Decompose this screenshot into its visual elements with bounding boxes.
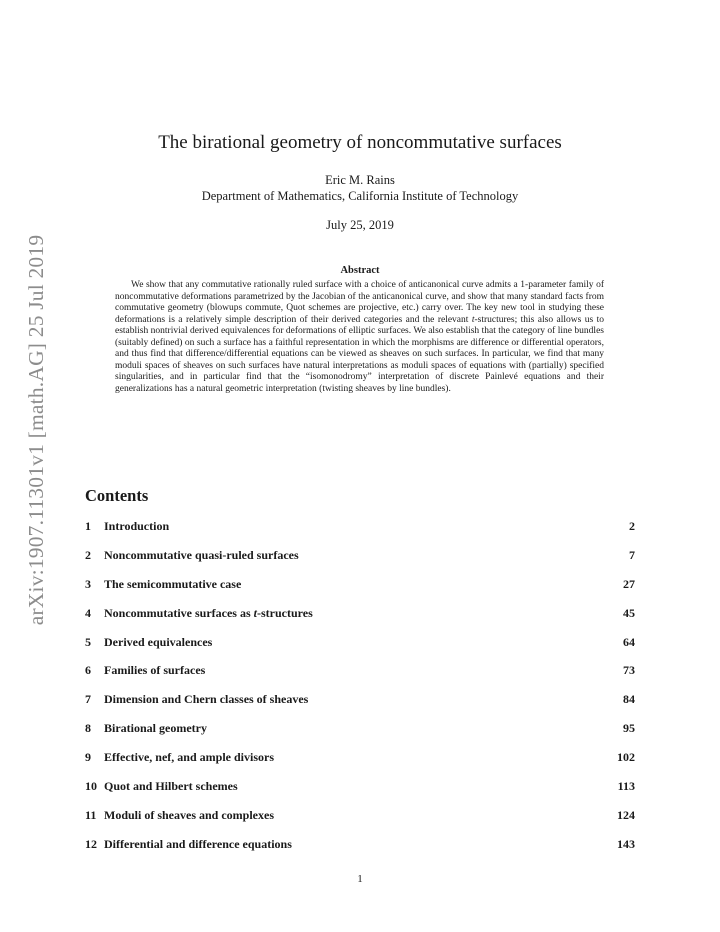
toc-entry-page: 143 [617, 836, 635, 851]
toc-entry-number: 9 [85, 750, 91, 765]
toc-entry-page: 84 [623, 692, 635, 707]
toc-entry-page: 45 [623, 605, 635, 620]
toc-entry-number: 12 [85, 836, 97, 851]
contents-heading: Contents [85, 486, 149, 505]
toc-entry-number: 4 [85, 605, 91, 620]
toc-entry-page: 95 [623, 721, 635, 736]
toc-entry-page: 73 [623, 663, 635, 678]
toc-entry-title: Derived equivalences [104, 634, 213, 649]
toc-entry-page: 2 [629, 519, 635, 533]
abstract-text: We show that any commutative rationally ruled surface with a choice of anticanonical curve admits a 1-parameter family of noncommutative deformations parametrized by the Jacobian of the anticanonical curve, and show that many standard facts from commutative geometry (blowups commute, Quot schemes are projective, etc.) carry over. The key new tool in studying these deformations is a relatively simple description of their derived categories and the relevant t-structures; this also allows us to establish nontrivial derived equivalences for deformations of elliptic surfaces. We also establish that the category of line bundles (suitably defined) on such a surface has a faithful representation in which the morphisms are difference or differential operators, and thus find that difference/differential equations can be viewed as sheaves on such surfaces. In particular, we find that many moduli spaces of sheaves on such surfaces have natural interpretations as moduli spaces of equations with (partially) specified singularities, and in particular find that the “isomonodromy” interpretation of discrete Painlevé equations and their generalizations has a natural geometric interpretation (twisting sheaves by line bundles). [115, 280, 605, 394]
paper-date: July 25, 2019 [326, 218, 394, 232]
toc-entry-title: Effective, nef, and ample divisors [104, 750, 274, 765]
toc-entry-3[interactable] [85, 575, 635, 604]
toc-entry-number: 6 [85, 663, 91, 678]
author-affiliation: Department of Mathematics, California Institute of Technology [201, 189, 519, 203]
toc-entry-page: 102 [617, 750, 635, 765]
toc-entry-number: 10 [85, 779, 97, 794]
page-number: 1 [357, 873, 363, 885]
toc-entry-7[interactable] [85, 690, 635, 719]
table-of-contents [85, 517, 635, 864]
toc-entry-2[interactable] [85, 546, 635, 575]
toc-entry-title: Differential and difference equations [104, 836, 292, 851]
toc-entry-page: 124 [617, 807, 635, 822]
toc-entry-page: 113 [617, 779, 635, 794]
toc-entry-number: 8 [85, 721, 91, 736]
toc-entry-page: 27 [623, 576, 635, 591]
toc-entry-8[interactable] [85, 719, 635, 748]
toc-entry-10[interactable] [85, 777, 635, 806]
toc-entry-number: 7 [85, 692, 91, 707]
toc-entry-number: 3 [85, 576, 91, 591]
toc-entry-page: 64 [623, 634, 635, 649]
toc-entry-5[interactable] [85, 633, 635, 662]
abstract-heading: Abstract [340, 265, 380, 276]
toc-entry-page: 7 [629, 547, 635, 562]
toc-entry-number: 11 [85, 807, 97, 822]
toc-entry-11[interactable] [85, 806, 635, 835]
arxiv-identifier-stamp: arXiv:1907.11301v1 [math.AG] 25 Jul 2019 [24, 234, 48, 626]
toc-entry-6[interactable] [85, 661, 635, 690]
toc-entry-title: Dimension and Chern classes of sheaves [104, 692, 309, 707]
toc-entry-title: The semicommutative case [104, 576, 242, 591]
toc-entry-title: Noncommutative surfaces as t-structures [104, 605, 313, 620]
toc-entry-title: Moduli of sheaves and complexes [104, 807, 275, 822]
toc-entry-1[interactable] [85, 517, 635, 546]
toc-entry-number: 2 [85, 547, 91, 562]
author-name: Eric M. Rains [325, 173, 395, 187]
toc-entry-title: Introduction [104, 519, 170, 533]
toc-entry-9[interactable] [85, 748, 635, 777]
toc-entry-12[interactable] [85, 835, 635, 864]
toc-entry-4[interactable] [85, 604, 635, 633]
toc-entry-title: Quot and Hilbert schemes [104, 779, 238, 794]
toc-entry-title: Families of surfaces [104, 663, 206, 678]
toc-entry-title: Noncommutative quasi-ruled surfaces [104, 547, 299, 562]
toc-entry-title: Birational geometry [104, 721, 207, 736]
toc-entry-number: 5 [85, 634, 91, 649]
toc-entry-number: 1 [85, 519, 91, 533]
paper-title: The birational geometry of noncommutative surfaces [158, 132, 562, 153]
